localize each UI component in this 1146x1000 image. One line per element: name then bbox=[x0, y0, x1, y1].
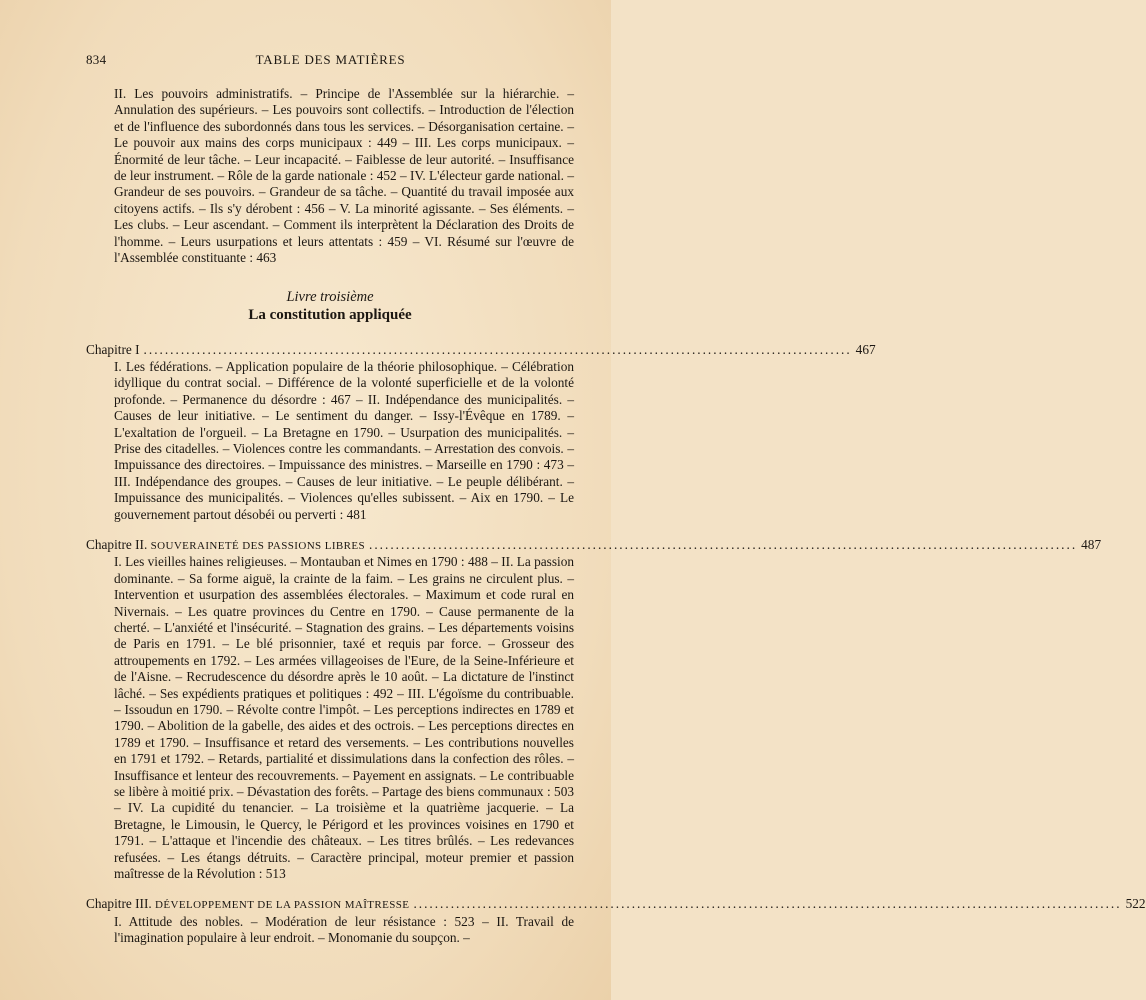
chapter-summary: I. Les fédérations. – Application populaire de la théorie philosophique. – Célébration idyllique du contrat social. – Différence de la volonté superficielle et de la volonté profonde. – Permanence du désordre : 467 – II. Indépendance des municipalités. – Causes de leur initiative. – Le sentiment du danger. – Issy-l'Évêque en 1789. – L'exaltation de l'orgueil. – La Bretagne en 1790. – Usurpation des municipalités. – Prise des citadelles. – Violences contre les commandants. – Arrestation des convois. – Impuissance des directoires. – Impuissance des ministres. – Marseille en 1790 : 473 – III. Indépendance des groupes. – Causes de leur initiative. – Le peuple délibérant. – Impuissance des municipalités. – Violences qu'elles subissent. – Aix en 1790. – Le gouvernement partout désobéi ou perverti : 481 bbox=[114, 358, 574, 522]
chapter-subtitle: SOUVERAINETÉ DES PASSIONS LIBRES bbox=[150, 539, 366, 552]
toc-body bbox=[86, 86, 1146, 947]
chapter-label: Chapitre III. bbox=[86, 896, 152, 912]
leader-dots: ..................................................................................................................................... bbox=[143, 342, 852, 358]
chapter-label: Chapitre II. bbox=[86, 536, 148, 552]
chapter-entry bbox=[86, 536, 1102, 554]
chapter-page: 522 bbox=[1125, 896, 1146, 912]
chapter-entry bbox=[86, 896, 1146, 913]
book-subtitle: Livre troisième bbox=[286, 289, 374, 306]
leader-dots: ..................................................................................................................................... bbox=[369, 536, 1078, 552]
chapter-label: Chapitre I bbox=[86, 342, 140, 358]
chapter-entry bbox=[86, 342, 876, 358]
chapter-page: 467 bbox=[855, 342, 876, 358]
chapter-summary: I. Les vieilles haines religieuses. – Montauban et Nimes en 1790 : 488 – II. La passion dominante. – Sa forme aiguë, la crainte de la faim. – Les grains ne circulent plus. – Intervention et usurpation des assemblées électorales. – Maximum et code rural en Nivernais. – Les quatre provinces du Centre en 1790. – Cause permanente de la cherté. – L'anxiété et l'insécurité. – Stagnation des grains. – Les départements voisins de Paris en 1791. – Le blé prisonnier, taxé et requis par force. – Grosseur des attroupements en 1792. – Les armées villageoises de l'Eure, de la Seine-Inférieure et de l'Aisne. – Recrudescence du désordre après le 10 août. – La dictature de l'instinct lâché. – Ses expédients pratiques et politiques : 492 – III. L'égoïsme du contribuable. – Issoudun en 1790. – Révolte contre l'impôt. – Les perceptions indirectes en 1789 et 1790. – Abolition de la gabelle, des aides et des octrois. – Les perceptions directes en 1789 et 1790. – Insuffisance et retard des versements. – Les contributions nouvelles en 1791 et 1792. – Retards, partialité et dissimulations dans la confection des rôles. – Insuffisance et lenteur des recouvrements. – Payement en assignats. – Le contribuable se libère à moitié prix. – Dévastation des forêts. – Partage des biens communaux : 503 – IV. La cupidité du tenancier. – La troisième et la quatrième jacquerie. – La Bretagne, le Limousin, le Quercy, le Périgord et les provinces voisines en 1790 et 1791. – L'attaque et l'incendie des châteaux. – Les titres brûlés. – Les redevances refusées. – Les étangs détruits. – Caractère principal, moteur premier et passion maîtresse de la Révolution : 513 bbox=[114, 554, 574, 882]
book-heading bbox=[86, 288, 574, 324]
leader-dots: ..................................................................................................................................... bbox=[413, 896, 1122, 912]
intro-summary: II. Les pouvoirs administratifs. – Principe de l'Assemblée sur la hiérarchie. – Annulation des supérieurs. – Les pouvoirs sont collectifs. – Introduction de l'élection et de l'influence des subordonnés dans tous les services. – Désorganisation certaine. – Le pouvoir aux mains des corps municipaux : 449 – III. Les corps municipaux. – Énormité de leur tâche. – Leur incapacité. – Faiblesse de leur autorité. – Insuffisance de leur instrument. – Rôle de la garde nationale : 452 – IV. L'électeur garde national. – Grandeur de ses pouvoirs. – Grandeur de sa tâche. – Quantité du travail imposée aux citoyens actifs. – Ils s'y dérobent : 456 – V. La minorité agissante. – Ses éléments. – Les clubs. – Leur ascendant. – Comment ils interprètent la Déclaration des Droits de l'homme. – Leurs usurpations et leurs attentats : 459 – VI. Résumé sur l'œuvre de l'Assemblée constituante : 463 bbox=[114, 86, 574, 266]
chapter-summary: I. Attitude des nobles. – Modération de leur résistance : 523 – II. Travail de l'imagination populaire à leur endroit. – Monomanie du soupçon. – bbox=[114, 913, 574, 946]
book-title: La constitution appliquée bbox=[248, 307, 412, 324]
chapter-page: 487 bbox=[1081, 536, 1102, 552]
page-number: 834 bbox=[86, 52, 107, 67]
running-title: TABLE DES MATIÈRES bbox=[255, 52, 406, 67]
chapter-subtitle: DÉVELOPPEMENT DE LA PASSION MAÎTRESSE bbox=[155, 899, 410, 912]
